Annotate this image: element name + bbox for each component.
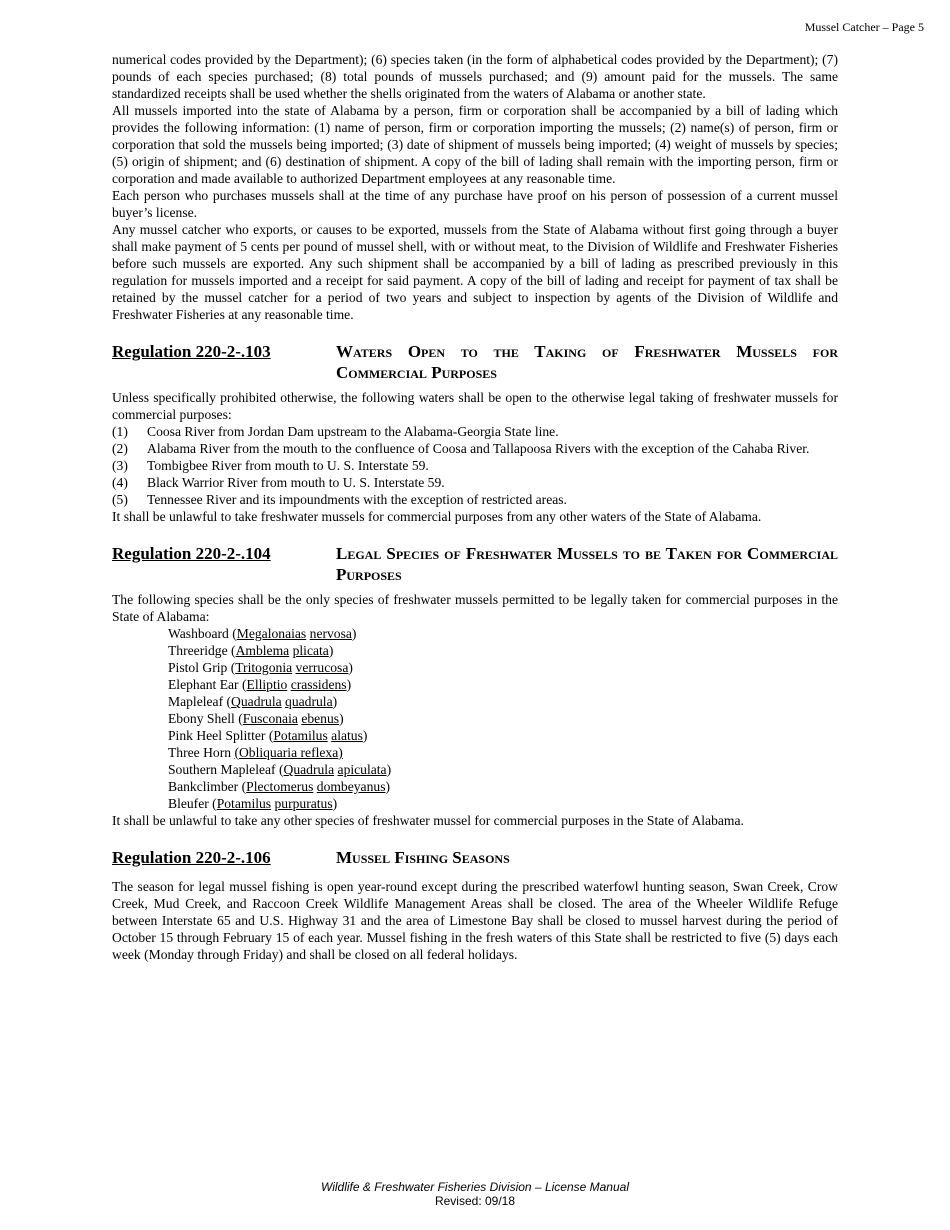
- regulation-number: Regulation 220-2-.104: [112, 544, 271, 563]
- item-number: (4): [112, 475, 128, 490]
- regulation-104-heading: [112, 543, 838, 585]
- species-item: Elephant Ear (Elliptio crassidens): [168, 677, 352, 692]
- item-text: Alabama River from the mouth to the confluence of Coosa and Tallapoosa Rivers with the exception of the Cahaba River.: [147, 441, 810, 456]
- species-item: Mapleleaf (Quadrula quadrula): [168, 694, 338, 709]
- regulation-title: Waters Open to the Taking of Freshwater Mussels for Commercial Purposes: [336, 342, 838, 382]
- regulation-103-heading: [112, 341, 838, 383]
- species-item: Ebony Shell (Fusconaia ebenus): [168, 711, 344, 726]
- species-item: Southern Mapleleaf (Quadrula apiculata): [168, 762, 392, 777]
- list-item: [112, 457, 838, 474]
- regulation-106-body: The season for legal mussel fishing is open year-round except during the prescribed waterfowl hunting season, Swan Creek, Crow Creek, Mud Creek, and Raccoon Creek Wildlife Management Areas shall be closed. The area of the Wheeler Wildlife Refuge between Interstate 65 and U.S. Highway 31 and the area of Limestone Bay shall be closed to mussel harvest during the period of October 15 through February 15 of each year. Mussel fishing in the fresh waters of this State shall be restricted to five (5) days each week (Monday through Friday) and shall be closed on all federal holidays.: [112, 879, 838, 962]
- intro-paragraph: Each person who purchases mussels shall at the time of any purchase have proof on his person of possession of a current mussel buyer’s license.: [112, 188, 838, 220]
- list-item: [112, 491, 838, 508]
- item-number: (5): [112, 492, 128, 507]
- species-item: Three Horn (Obliquaria reflexa): [168, 745, 343, 760]
- regulation-103-intro: Unless specifically prohibited otherwise, the following waters shall be open to the otherwise legal taking of freshwater mussels for commercial purposes:: [112, 390, 838, 422]
- footer-title: Wildlife & Freshwater Fisheries Division – License Manual: [320, 1180, 629, 1194]
- item-text: Tennessee River and its impoundments with the exception of restricted areas.: [147, 492, 567, 507]
- list-item: [112, 423, 838, 440]
- footer-revised: Revised: 09/18: [434, 1194, 516, 1208]
- species-item: Threeridge (Amblema plicata): [168, 643, 334, 658]
- species-item: Washboard (Megalonaias nervosa): [168, 626, 357, 641]
- list-item: [112, 440, 838, 457]
- page-footer: [0, 1180, 950, 1208]
- page-header: Mussel Catcher – Page 5: [804, 20, 924, 34]
- list-item: [112, 474, 838, 491]
- item-number: (3): [112, 458, 128, 473]
- intro-paragraph: numerical codes provided by the Department); (6) species taken (in the form of alphabetical codes provided by the Department); (7) pounds of each species purchased; (8) total pounds of mussels purchased; and (9) amount paid for the mussels. The same standardized receipts shall be used whether the shells originated from the waters of Alabama or another state.: [112, 52, 838, 101]
- item-text: Black Warrior River from mouth to U. S. Interstate 59.: [147, 475, 445, 490]
- waters-list: [112, 423, 838, 508]
- regulation-title: Legal Species of Freshwater Mussels to be Taken for Commercial Purposes: [336, 544, 838, 584]
- regulation-106-heading: [112, 847, 838, 868]
- item-number: (1): [112, 424, 128, 439]
- species-item: Bankclimber (Plectomerus dombeyanus): [168, 779, 391, 794]
- regulation-104-closing: It shall be unlawful to take any other species of freshwater mussel for commercial purposes in the State of Alabama.: [112, 813, 744, 828]
- species-item: Bleufer (Potamilus purpuratus): [168, 796, 338, 811]
- species-item: Pink Heel Splitter (Potamilus alatus): [168, 728, 368, 743]
- regulation-number: Regulation 220-2-.106: [112, 848, 271, 867]
- regulation-104-intro: The following species shall be the only species of freshwater mussels permitted to be legally taken for commercial purposes in the State of Alabama:: [112, 592, 838, 624]
- item-text: Coosa River from Jordan Dam upstream to the Alabama-Georgia State line.: [147, 424, 559, 439]
- item-number: (2): [112, 441, 128, 456]
- regulation-number: Regulation 220-2-.103: [112, 342, 271, 361]
- species-item: Pistol Grip (Tritogonia verrucosa): [168, 660, 353, 675]
- document-body: [112, 51, 838, 963]
- regulation-103-closing: It shall be unlawful to take freshwater mussels for commercial purposes from any other waters of the State of Alabama.: [112, 509, 762, 524]
- species-list: [112, 625, 838, 812]
- intro-paragraph: Any mussel catcher who exports, or causes to be exported, mussels from the State of Alabama without first going through a buyer shall make payment of 5 cents per pound of mussel shell, with or without meat, to the Division of Wildlife and Freshwater Fisheries before such mussels are exported. Any such shipment shall be accompanied by a bill of lading as prescribed previously in this regulation for mussels imported and a receipt for said payment. A copy of the bill of lading and receipt for payment of tax shall be retained by the mussel catcher for a period of two years and subject to inspection by agents of the Division of Wildlife and Freshwater Fisheries at any reasonable time.: [112, 222, 838, 322]
- regulation-title: Mussel Fishing Seasons: [336, 848, 510, 867]
- item-text: Tombigbee River from mouth to U. S. Interstate 59.: [147, 458, 429, 473]
- intro-paragraph: All mussels imported into the state of Alabama by a person, firm or corporation shall be accompanied by a bill of lading which provides the following information: (1) name of person, firm or corporation importing the mussels; (2) name(s) of person, firm or corporation that sold the mussels being imported; (3) date of shipment of mussels being imported; (4) weight of mussels by species; (5) origin of shipment; and (6) destination of shipment. A copy of the bill of lading shall remain with the importing person, firm or corporation and made available to authorized Department employees at any reasonable time.: [112, 103, 838, 186]
